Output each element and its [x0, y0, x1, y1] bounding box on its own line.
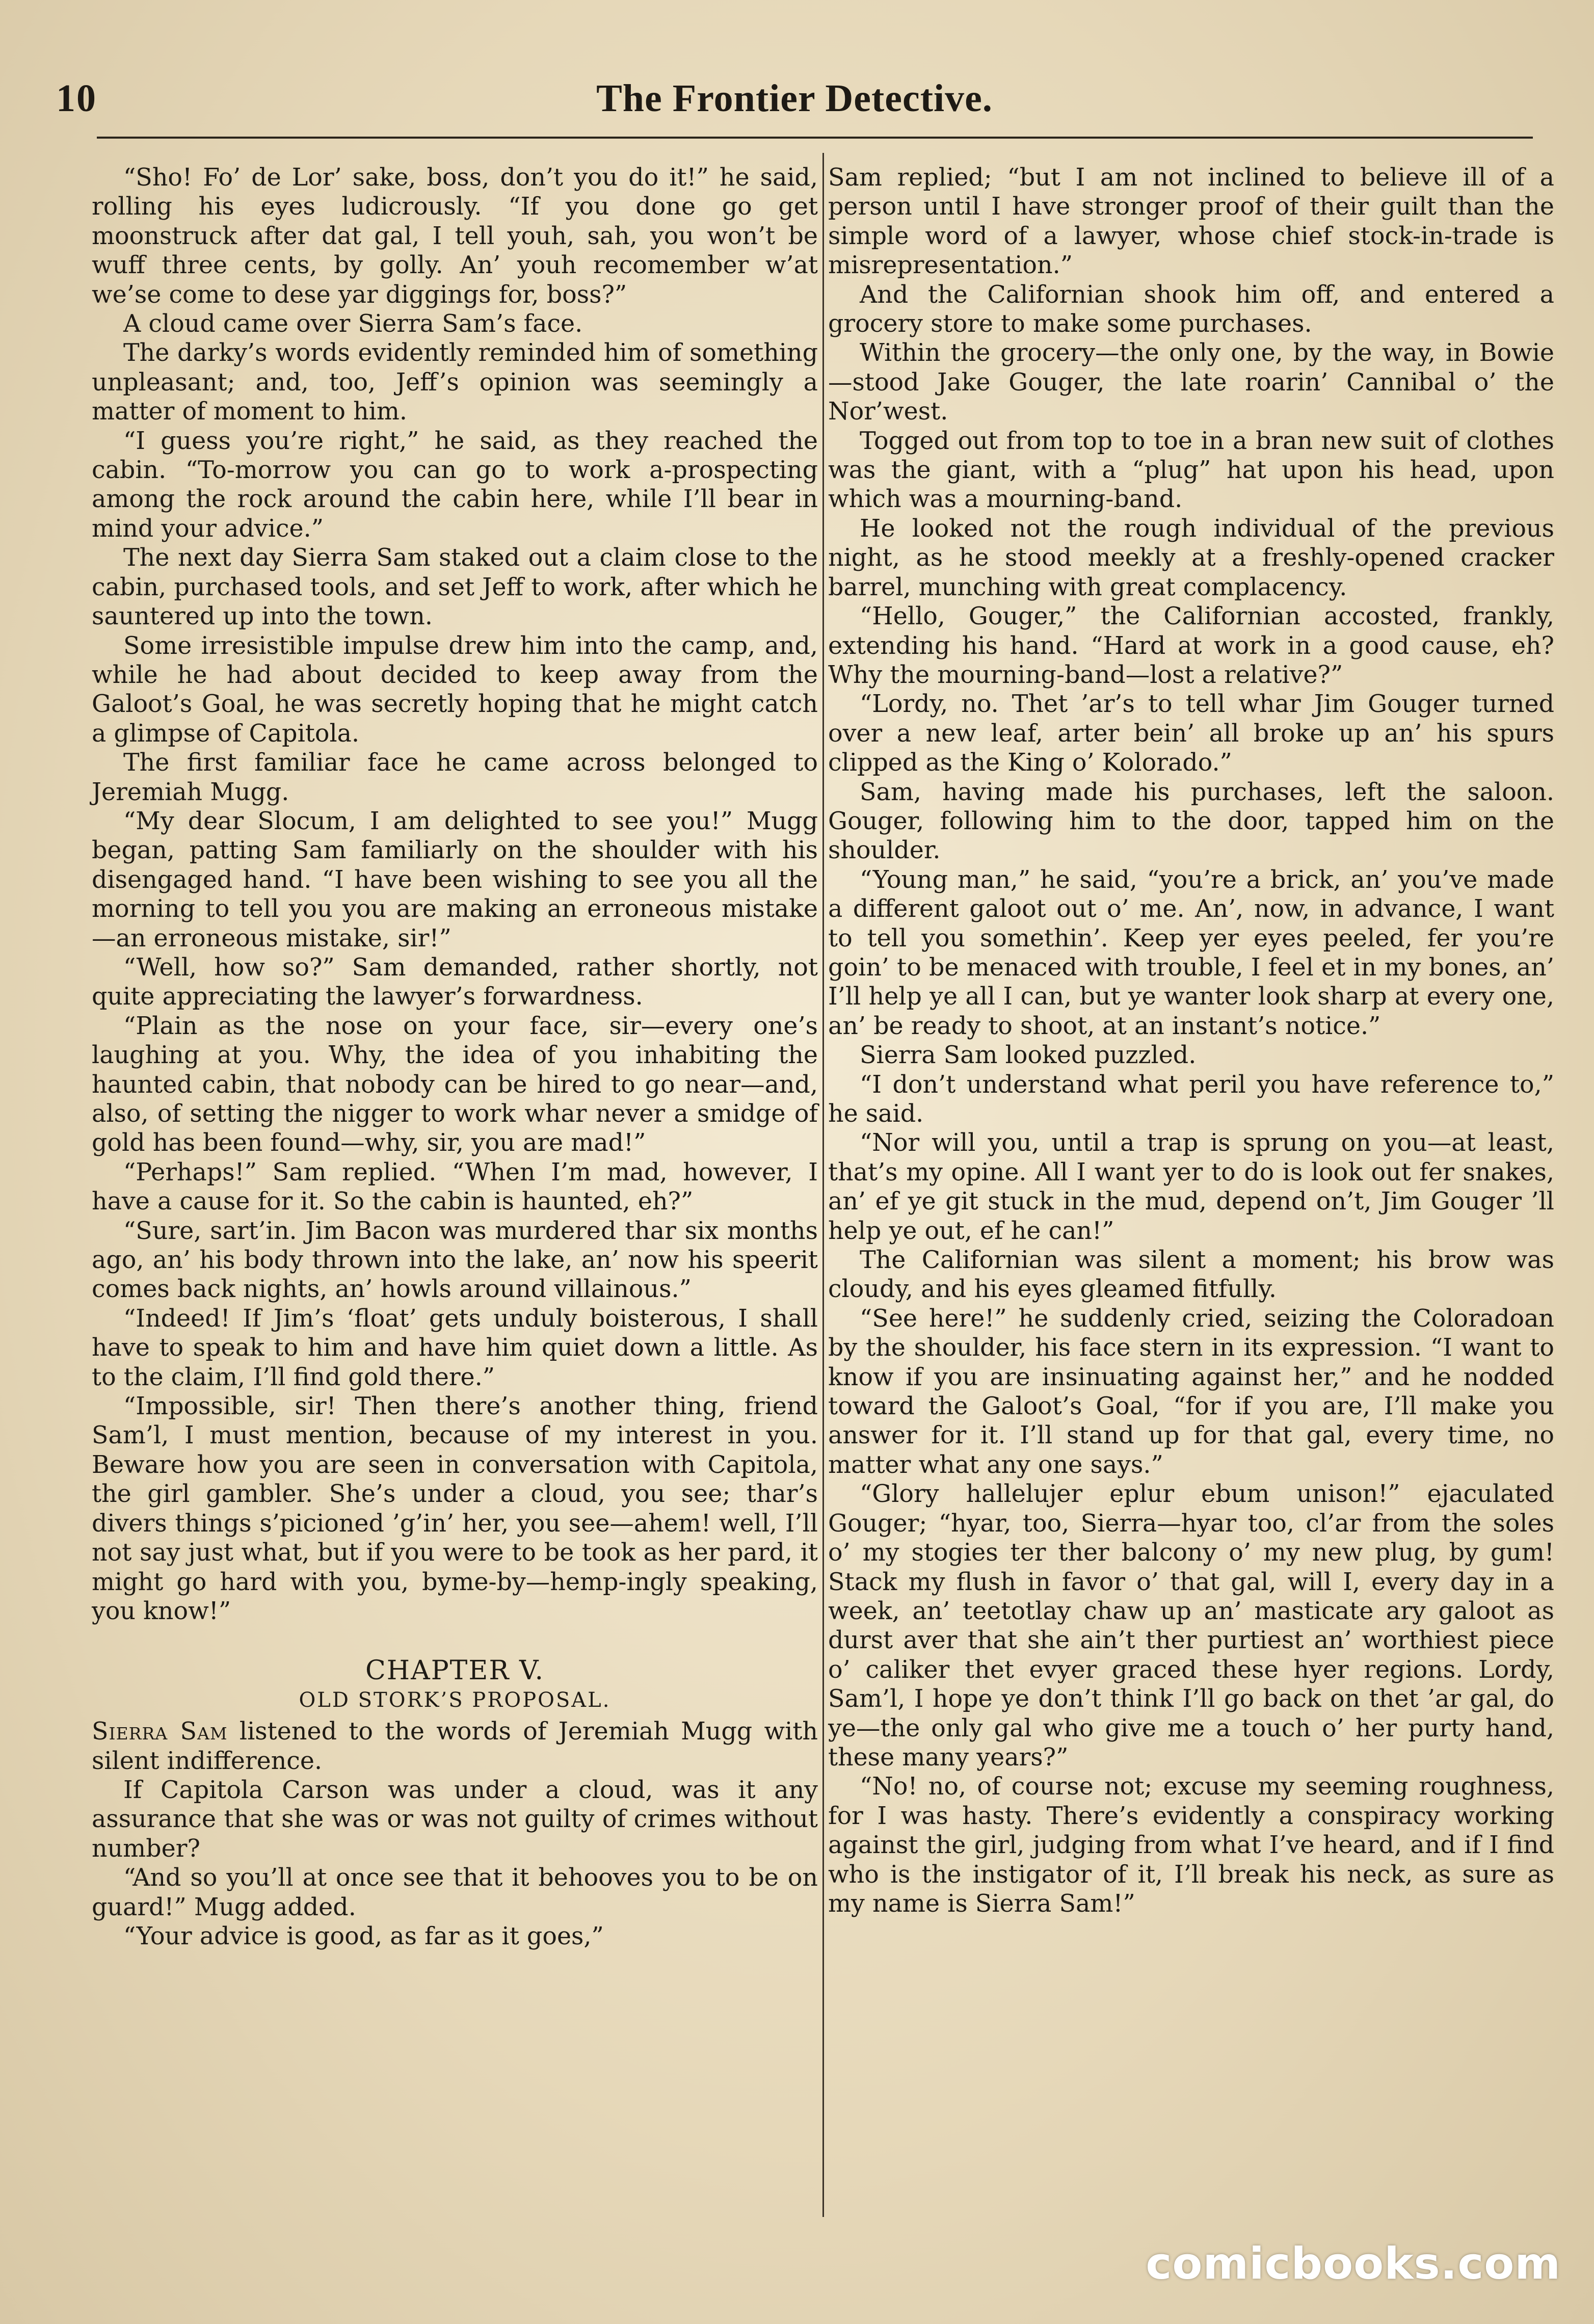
paragraph: “Well, how so?” Sam demanded, rather shortly, not quite appreciating the lawyer’s forwardness.	[92, 953, 818, 1011]
chapter-lead-smallcaps: Sierra Sam	[92, 1718, 228, 1746]
paragraph: “Indeed! If Jim’s ‘float’ gets unduly boisterous, I shall have to speak to him and have him quiet down a little. As to the claim, I’ll find gold there.”	[92, 1304, 818, 1391]
paragraph: If Capitola Carson was under a cloud, was it any assurance that she was or was not guilty of crimes without number?	[92, 1776, 818, 1863]
paragraph: “Hello, Gouger,” the Californian accosted, frankly, extending his hand. “Hard at work in a good cause, eh? Why the mourning-band—lost a relative?”	[828, 602, 1554, 689]
paragraph: A cloud came over Sierra Sam’s face.	[123, 310, 583, 338]
chapter-lead-paragraph	[92, 1717, 818, 1776]
paragraph: “Young man,” he said, “you’re a brick, an’ you’ve made a different galoot out o’ me. An’, now, in advance, I want to tell you somethin’. Keep yer eyes peeled, fer you’re goin’ to be menaced with trouble, I feel et in my bones, an’ I’ll help ye all I can, but ye wanter look sharp at every one, an’ be ready to shoot, at an instant’s notice.”	[828, 865, 1554, 1040]
page-header	[56, 76, 1533, 138]
chapter-subtitle: OLD STORK’S PROPOSAL.	[299, 1688, 611, 1712]
right-column	[828, 163, 1554, 1918]
running-head-title: The Frontier Detective.	[596, 77, 993, 120]
paragraph: “Impossible, sir! Then there’s another thing, friend Sam’l, I must mention, because of my interest in you. Beware how you are seen in conversation with Capitola, the girl gambler. She’s under a cloud, you see; thar’s divers things s’picioned ’g’in’ her, you see—ahem! well, I’ll not say just what, but if you were to be took as her pard, it might go hard with you, byme-by—hemp-ingly speaking, you know!”	[92, 1392, 818, 1625]
paragraph: Togged out from top to toe in a bran new suit of clothes was the giant, with a “plug” hat upon his head, upon which was a mourning-band.	[828, 427, 1554, 514]
site-watermark: comicbooks.com	[1146, 2238, 1561, 2289]
chapter-title: CHAPTER V.	[365, 1655, 544, 1686]
paragraph: “Glory hallelujer eplur ebum unison!” ejaculated Gouger; “hyar, too, Sierra—hyar too, cl’ar from the soles o’ my stogies ter ther balcony o’ my new plug, by gum! Stack my flush in favor o’ that gal, will I, every day in a week, an’ teetotlay chaw up an’ masticate ary galoot as durst aver that she ain’t ther purtiest an’ worthiest piece o’ caliker thet evyer graced these hyer regions. Lordy, Sam’l, I hope ye don’t think I’ll go back on thet ’ar gal, do ye—the only gal who give me a touch o’ her purty hand, these many years?”	[828, 1480, 1554, 1772]
paragraph: “And so you’ll at once see that it behooves you to be on guard!” Mugg added.	[92, 1864, 818, 1921]
paragraph: The Californian was silent a moment; his brow was cloudy, and his eyes gleamed fitfully.	[828, 1246, 1554, 1304]
paragraph: The next day Sierra Sam staked out a claim close to the cabin, purchased tools, and set Jeff to work, after which he sauntered up into the town.	[92, 544, 818, 631]
paragraph: He looked not the rough individual of the previous night, as he stood meekly at a freshly-opened cracker barrel, munching with great complacency.	[828, 514, 1554, 601]
page-number: 10	[56, 77, 97, 120]
paragraph: Some irresistible impulse drew him into the camp, and, while he had about decided to keep away from the Galoot’s Goal, he was secretly hoping that he might catch a glimpse of Capitola.	[92, 631, 818, 748]
paragraph: “My dear Slocum, I am delighted to see you!” Mugg began, patting Sam familiarly on the shoulder with his disengaged hand. “I have been wishing to see you all the morning to tell you you are making an erroneous mistake—an erroneous mistake, sir!”	[92, 807, 818, 953]
paragraph: “See here!” he suddenly cried, seizing the Coloradoan by the shoulder, his face stern in its expression. “I want to know if you are insinuating against her,” and he nodded toward the Galoot’s Goal, “for if you are, I’ll make you answer for it. I’ll stand up for that gal, every time, no matter what any one says.”	[828, 1304, 1554, 1479]
header-rule	[97, 137, 1533, 139]
paragraph: Within the grocery—the only one, by the way, in Bowie—stood Jake Gouger, the late roarin’ Cannibal o’ the Nor’west.	[828, 339, 1554, 426]
column-divider	[822, 153, 824, 2217]
paragraph: “Nor will you, until a trap is sprung on you—at least, that’s my opine. All I want yer to do is look out fer snakes, an’ ef ye git stuck in the mud, depend on’t, Jim Gouger ’ll help ye out, ef he can!”	[828, 1129, 1554, 1245]
continued-paragraph: Sam replied; “but I am not inclined to believe ill of a person until I have stronger proof of their guilt than the simple word of a lawyer, whose chief stock-in-trade is misrepresentation.”	[828, 164, 1554, 280]
paragraph: The first familiar face he came across belonged to Jeremiah Mugg.	[92, 749, 818, 806]
paragraph: Sierra Sam looked puzzled.	[860, 1041, 1197, 1070]
paragraph: Sam, having made his purchases, left the saloon. Gouger, following him to the door, tapped him on the shoulder.	[828, 778, 1554, 865]
chapter-lead-text: listened to the words of Jeremiah Mugg with silent indifference.	[92, 1718, 818, 1775]
paragraph: “Sure, sart’in. Jim Bacon was murdered thar six months ago, an’ his body thrown into the lake, an’ now his speerit comes back nights, an’ howls around villainous.”	[92, 1217, 818, 1304]
paragraph: “I guess you’re right,” he said, as they reached the cabin. “To-morrow you can go to work a-prospecting among the rock around the cabin here, while I’ll bear in mind your advice.”	[92, 427, 818, 543]
paragraph: And the Californian shook him off, and entered a grocery store to make some purchases.	[828, 280, 1554, 338]
paragraph: “Your advice is good, as far as it goes,”	[123, 1922, 604, 1950]
paragraph: The darky’s words evidently reminded him of something unpleasant; and, too, Jeff’s opinion was seemingly a matter of moment to him.	[92, 339, 818, 426]
paragraph: “Plain as the nose on your face, sir—every one’s laughing at you. Why, the idea of you inhabiting the haunted cabin, that nobody can be hired to go near—and, also, of setting the nigger to work whar never a smidge of gold has been found—why, sir, you are mad!”	[92, 1012, 818, 1157]
paragraph: “Lordy, no. Thet ’ar’s to tell whar Jim Gouger turned over a new leaf, arter bein’ all broke up an’ his spurs clipped as the King o’ Kolorado.”	[828, 690, 1554, 777]
paragraph: “Perhaps!” Sam replied. “When I’m mad, however, I have a cause for it. So the cabin is haunted, eh?”	[92, 1158, 818, 1216]
paragraph: “No! no, of course not; excuse my seeming roughness, for I was hasty. There’s evidently a conspiracy working against the girl, judging from what I’ve heard, and if I find who is the instigator of it, I’ll break his neck, as sure as my name is Sierra Sam!”	[828, 1773, 1554, 1918]
paragraph: “I don’t understand what peril you have reference to,” he said.	[828, 1070, 1554, 1128]
paragraph: “Sho! Fo’ de Lor’ sake, boss, don’t you do it!” he said, rolling his eyes ludicrously. “If you done go get moonstruck after dat gal, I tell youh, sah, you won’t be wuff three cents, by golly. An’ youh recomember w’at we’se come to dese yar diggings for, boss?”	[92, 164, 818, 309]
left-column	[92, 163, 818, 1951]
